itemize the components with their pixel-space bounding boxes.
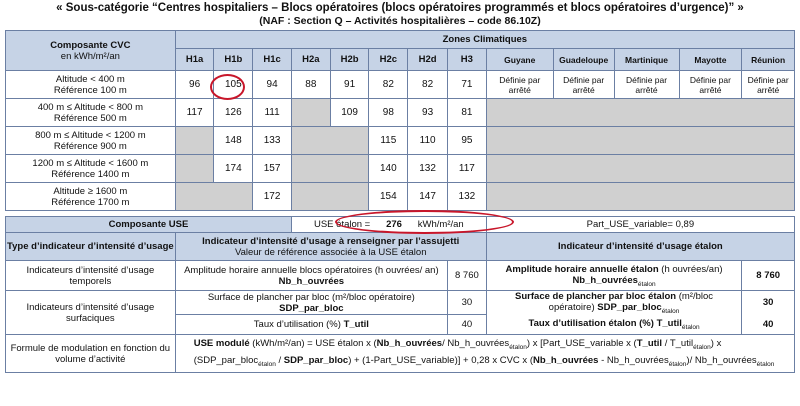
type-surfacique: Indicateurs d’intensité d’usage surfaciques: [6, 291, 176, 335]
cvc-header: [6, 31, 176, 71]
table-row: [6, 291, 795, 315]
use-etalon-unit: kWh/m²/an: [417, 219, 464, 230]
cvc-value: 132: [408, 155, 448, 183]
reference-label: Référence 500 m: [53, 112, 127, 124]
empty-cell: [486, 127, 794, 155]
cvc-value: 140: [369, 155, 408, 183]
altitude-cell: [6, 127, 176, 155]
altitude-cell: [6, 155, 176, 183]
reference-label: Référence 900 m: [53, 140, 127, 152]
formula-part: Nb_h_ouvrées: [376, 338, 443, 349]
etalon-surface-sub: étalon: [661, 307, 680, 315]
etalon-taux: [486, 315, 742, 335]
page-subtitle: (NAF : Section Q – Activités hospitalières – code 86.10Z): [259, 15, 541, 27]
formula-part: ) x [Part_USE_variable x (: [526, 338, 637, 349]
zone-header: Réunion: [742, 49, 795, 71]
etalon-surface-unit: (m²/bloc: [678, 291, 714, 302]
formula-part: étalon: [258, 360, 276, 368]
cvc-value: 93: [408, 99, 448, 127]
formula-part: SDP_par_bloc: [283, 354, 349, 366]
altitude-label: 400 m ≤ Altitude < 800 m: [37, 101, 143, 113]
indicator-taux-text: Taux d’utilisation (%): [253, 319, 341, 331]
etalon-temporel-label: Amplitude horaire annuelle étalon: [505, 263, 659, 275]
empty-cell: [291, 99, 330, 127]
formula-part: ) + (1-Part_USE_variable)] + 0,28 x CVC x (: [348, 354, 533, 366]
formula-part: /: [275, 354, 284, 366]
overseas-cell: Définie par arrêté: [486, 71, 553, 99]
formula-part: )/ Nb_h_ouvrées: [686, 354, 757, 366]
altitude-cell: [6, 99, 176, 127]
indicator-header-subtitle: Valeur de référence associée à la USE étalon: [234, 246, 427, 258]
altitude-cell: [6, 71, 176, 99]
zone-header: H1c: [253, 49, 292, 71]
formula-part: USE modulé: [193, 338, 250, 349]
overseas-cell: Définie par arrêté: [742, 71, 795, 99]
overseas-cell: Définie par arrêté: [679, 71, 742, 99]
formula-part: / T_util: [662, 338, 694, 349]
zones-header: Zones Climatiques: [175, 31, 794, 49]
reference-label: Référence 1700 m: [51, 196, 130, 208]
formula-label: Formule de modulation en fonction du volume d’activité: [6, 335, 176, 373]
empty-cell: [291, 127, 369, 155]
cvc-value: 117: [175, 99, 214, 127]
empty-cell: [486, 183, 794, 211]
indicator-taux: [175, 315, 447, 335]
table-row: [6, 183, 795, 211]
etalon-temporel-code: Nb_h_ouvrées: [572, 274, 638, 286]
indicator-temporel-text: Amplitude horaire annuelle blocs opératoires (h ouvrées/ an): [184, 264, 439, 276]
cvc-header-label: Composante CVC: [50, 39, 131, 51]
empty-cell: [291, 183, 369, 211]
indicator-surface-value: 30: [448, 291, 487, 315]
formula-part: étalon: [693, 343, 711, 351]
cvc-value: 82: [369, 71, 408, 99]
formula-part: (kWh/m²/an) = USE étalon x (: [249, 338, 377, 349]
zone-header: Mayotte: [679, 49, 742, 71]
altitude-label: Altitude < 400 m: [55, 73, 125, 85]
cvc-value: 147: [408, 183, 448, 211]
empty-cell: [486, 99, 794, 127]
indicator-taux-value: 40: [448, 315, 487, 335]
etalon-surface-value: 30: [742, 291, 795, 315]
altitude-label: 1200 m ≤ Altitude < 1600 m: [32, 157, 149, 169]
cvc-value: 132: [448, 183, 487, 211]
cvc-value: 126: [214, 99, 253, 127]
indicator-temporel: [175, 261, 447, 291]
regulation-table: [5, 30, 795, 373]
formula-part: Nb_h_ouvrées: [532, 354, 599, 366]
formula-part: / Nb_h_ouvrées: [442, 338, 510, 349]
empty-cell: [175, 183, 253, 211]
zone-header: H2b: [330, 49, 369, 71]
use-header-row: [6, 217, 795, 233]
etalon-taux-code: T_util: [656, 318, 682, 330]
cvc-value: 96: [175, 71, 214, 99]
zone-header: H3: [448, 49, 487, 71]
altitude-label: 800 m ≤ Altitude < 1200 m: [35, 129, 146, 141]
zone-header: Guadeloupe: [553, 49, 614, 71]
formula-part: ) x (SDP_par_bloc: [193, 338, 722, 366]
zone-header: H1a: [175, 49, 214, 71]
altitude-label: Altitude ≥ 1600 m: [53, 185, 128, 197]
cvc-value: 154: [369, 183, 408, 211]
cvc-value: 91: [330, 71, 369, 99]
indicator-surface: [175, 291, 447, 315]
overseas-cell: Définie par arrêté: [553, 71, 614, 99]
indicator-temporel-value: 8 760: [448, 261, 487, 291]
table-row: [6, 99, 795, 127]
cvc-value: 111: [253, 99, 292, 127]
cvc-value: 82: [408, 71, 448, 99]
etalon-taux-sub: étalon: [681, 324, 700, 332]
use-header: Composante USE: [6, 217, 292, 233]
indicator-temporel-code: Nb_h_ouvrées: [278, 275, 345, 287]
use-columns-header: [6, 233, 795, 261]
etalon-surface: [486, 291, 742, 315]
etalon-header: Indicateur d’intensité d’usage étalon: [486, 233, 794, 261]
etalon-surface-code: SDP_par_bloc: [597, 302, 662, 313]
cvc-value-highlighted: 105: [214, 71, 253, 99]
empty-cell: [291, 155, 369, 183]
overseas-cell: Définie par arrêté: [614, 71, 679, 99]
use-etalon-label: USE étalon =: [313, 219, 371, 230]
cvc-value: 95: [448, 127, 487, 155]
etalon-temporel-value: 8 760: [742, 261, 795, 291]
zone-header: Guyane: [486, 49, 553, 71]
etalon-taux-value: 40: [742, 315, 795, 335]
etalon-surface-label: Surface de plancher par bloc étalon: [515, 291, 677, 302]
cvc-value: 115: [369, 127, 408, 155]
cvc-value: 148: [214, 127, 253, 155]
indicator-surface-text: Surface de plancher par bloc (m²/bloc opératoire): [207, 291, 415, 303]
empty-cell: [175, 155, 214, 183]
etalon-temporel-sub: étalon: [637, 280, 656, 288]
formula-part: étalon: [509, 343, 527, 351]
indicator-header: [175, 233, 486, 261]
etalon-taux-label: Taux d’utilisation étalon (%): [528, 318, 654, 330]
cvc-value: 174: [214, 155, 253, 183]
zone-header: H2c: [369, 49, 408, 71]
table-row: [6, 127, 795, 155]
type-temporel: Indicateurs d’intensité d’usage temporels: [6, 261, 176, 291]
cvc-value: 133: [253, 127, 292, 155]
table-row: [6, 71, 795, 99]
cvc-value: 172: [253, 183, 292, 211]
altitude-cell: [6, 183, 176, 211]
cvc-header-unit: en kWh/m²/an: [60, 50, 120, 62]
use-etalon-cell: [291, 217, 486, 233]
formula-part: étalon: [668, 360, 687, 368]
formula-row: [6, 335, 795, 373]
use-etalon-value: 276: [386, 219, 402, 230]
cvc-value: 94: [253, 71, 292, 99]
zone-header: H1b: [214, 49, 253, 71]
reference-label: Référence 1400 m: [51, 168, 130, 180]
cvc-value: 81: [448, 99, 487, 127]
empty-cell: [486, 155, 794, 183]
formula-part: T_util: [636, 338, 663, 349]
zone-header: H2d: [408, 49, 448, 71]
indicator-surface-code: SDP_par_bloc: [279, 302, 344, 314]
indicator-header-title: Indicateur d’intensité d’usage à renseigner par l’assujetti: [202, 235, 460, 247]
cvc-value: 88: [291, 71, 330, 99]
etalon-temporel: [486, 261, 742, 291]
table-row: [6, 261, 795, 291]
formula-part: étalon: [756, 360, 775, 368]
type-indicator-header: Type d’indicateur d’intensité d’usage: [6, 233, 176, 261]
reference-label: Référence 100 m: [53, 84, 127, 96]
cvc-value: 157: [253, 155, 292, 183]
etalon-temporel-unit: (h ouvrées/an): [661, 263, 723, 275]
etalon-surface-unit-2: opératoire): [548, 302, 595, 313]
cvc-value: 110: [408, 127, 448, 155]
table-row: [6, 155, 795, 183]
indicator-taux-code: T_util: [343, 319, 369, 331]
formula-part: - Nb_h_ouvrées: [598, 354, 669, 366]
document-table-wrapper: [5, 30, 795, 373]
cvc-value: 109: [330, 99, 369, 127]
zone-header: Martinique: [614, 49, 679, 71]
empty-cell: [175, 127, 214, 155]
page-title: « Sous-catégorie “Centres hospitaliers – Blocs opératoires (blocs opératoires programmés et blocs opératoires d’urgence)” »: [56, 2, 744, 14]
formula-text: [175, 335, 794, 373]
cvc-value: 98: [369, 99, 408, 127]
part-use-variable: Part_USE_variable= 0,89: [486, 217, 794, 233]
zone-header: H2a: [291, 49, 330, 71]
cvc-value: 71: [448, 71, 487, 99]
cvc-value: 117: [448, 155, 487, 183]
